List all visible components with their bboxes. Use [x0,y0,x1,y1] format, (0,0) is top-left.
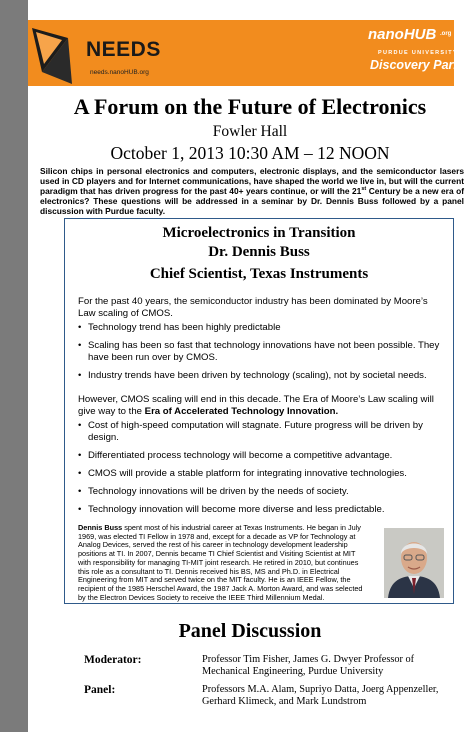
list-item: • Technology trend has been highly predictable [78,322,444,334]
left-sidebar-bar [0,0,28,732]
speaker-photo [384,528,444,598]
nanohub-suffix: .org [440,31,452,37]
event-date: October 1, 2013 10:30 AM – 12 NOON [110,143,390,163]
panel-title: Panel Discussion [178,620,322,642]
moderator-label: Moderator: [84,654,142,666]
event-title: A Forum on the Future of Electronics [73,94,427,119]
list-item: • Scaling has been so fast that technology innovations have not been possible. They have been run over by CMOS. [78,340,444,364]
speaker-portrait-icon [384,528,444,598]
talk-bullets-2 [78,420,444,522]
talk-para-2-emphasis: Era of Accelerated Technology Innovation. [144,406,339,417]
discovery-park-logo: Discovery Park [370,58,461,72]
talk-para-1: For the past 40 years, the semiconductor industry has been dominated by Moore’s Law scaling of CMOS. [78,296,428,319]
speaker-bio: Dennis Buss spent most of his industrial career at Texas Instruments. He began in July 1969, was elected TI Fellow in 1978 and, except for a decade as VP for Technology at Analog Devices, served the rest of his career in technology development leadership positions at TI. In 2007, Dennis became TI Chief Scientist and Visiting Scientist at MIT with responsibility for managing TI-MIT joint research. He retired in 2010, but continues this role as a consultant to TI. Dennis received his BS, MS and Ph.D. in Electrical Engineering from MIT and served twice on the MIT faculty. He is an IEEE Fellow, the recipient of the 1985 Herschel Award, the 1987 Jack A. Morton Award, and was selected by the Electron Devices Society to receive the IEEE Third Millennium Medal. [78,523,363,602]
list-item: • Cost of high-speed computation will stagnate. Future progress will be driven by design. [78,420,444,444]
talk-para-2: However, CMOS scaling will end in this decade. The Era of Moore’s Law scaling will give way to the Era of Accelerated Technology Innovation. [78,394,434,417]
talk-bullets-1 [78,322,444,388]
nanohub-logo: nanoHUB [368,26,437,43]
moderator-value: Professor Tim Fisher, James G. Dwyer Professor of Mechanical Engineering, Purdue University [202,654,415,677]
event-venue: Fowler Hall [212,123,288,140]
needs-url: needs.nanoHUB.org [90,69,149,76]
list-item: • Technology innovations will be driven by the needs of society. [78,486,444,498]
talk-affiliation: Chief Scientist, Texas Instruments [149,266,369,282]
list-item: • Industry trends have been driven by technology (scaling), not by societal needs. [78,370,444,382]
list-item: • Technology innovation will become more diverse and less predictable. [78,504,444,516]
bio-name: Dennis Buss [78,523,123,532]
list-item: • CMOS will provide a stable platform for integrating innovative technologies. [78,468,444,480]
purdue-label: PURDUE UNIVERSITY [378,50,458,56]
event-intro: Silicon chips in personal electronics and computers, electronic displays, and the semiconductor lasers used in CD players and for Internet communications, have shaped the world we live in, but will the current paradigm that has driven progress for the past 40+ years continue, or will the 21st Century be a new era of electronics? These questions will be addressed in a seminar by Dr. Dennis Buss followed by a panel discussion with Purdue faculty. [40,166,464,216]
talk-title: Microelectronics in Transition [162,225,356,241]
intro-superscript: st [361,186,367,193]
needs-wordmark: NEEDS [86,38,161,61]
panel-label: Panel: [84,684,116,696]
list-item: • Differentiated process technology will become a competitive advantage. [78,450,444,462]
talk-speaker: Dr. Dennis Buss [208,244,310,260]
talk-header [64,224,454,284]
panel-value: Professors M.A. Alam, Supriyo Datta, Joerg Appenzeller, Gerhard Klimeck, and Mark Lundstrom [202,684,439,707]
